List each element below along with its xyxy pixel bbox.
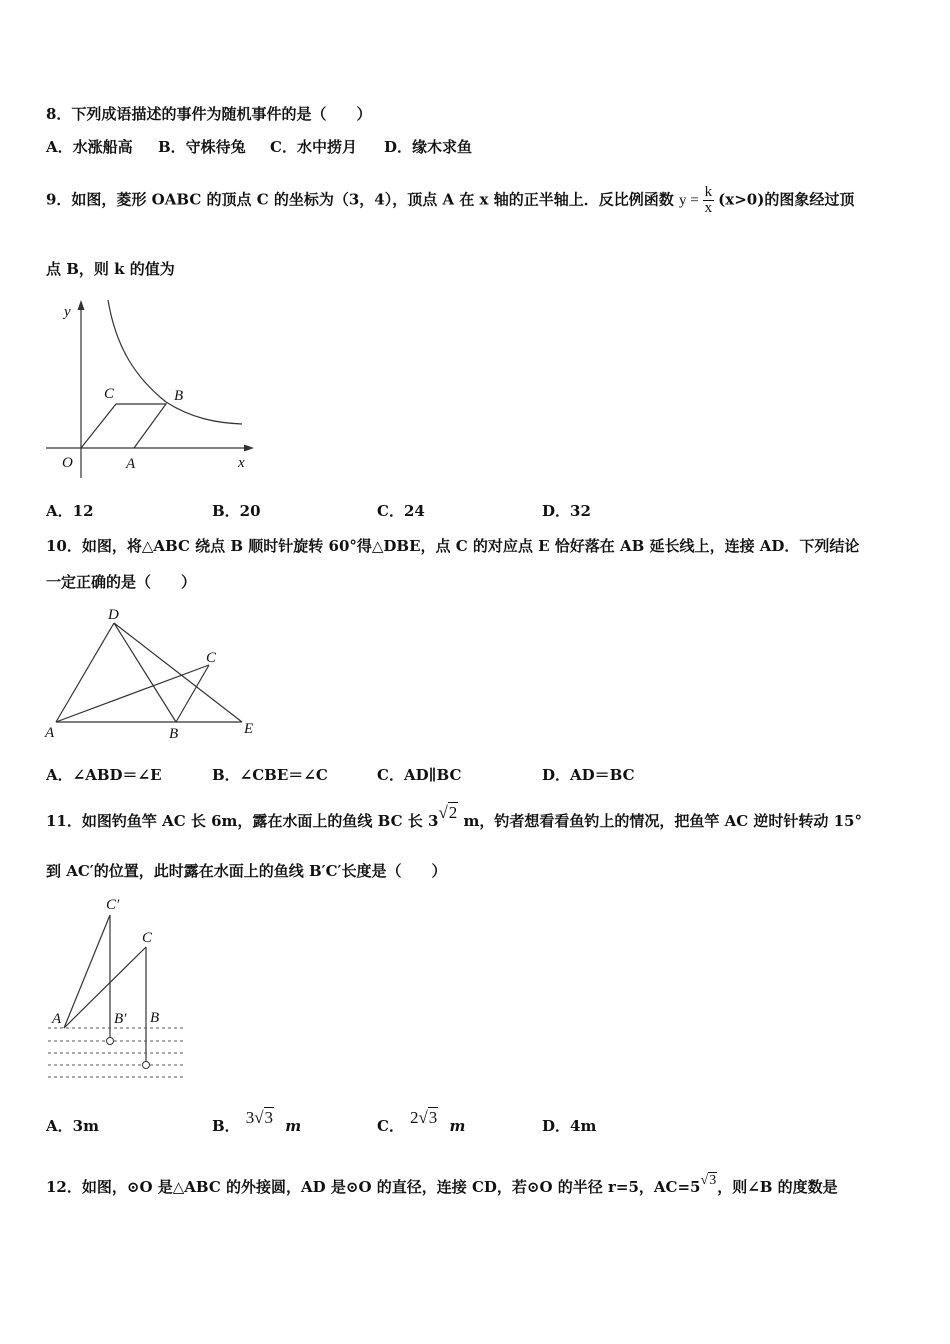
q9-frac-den: x — [704, 200, 713, 216]
q9-frac-num: k — [704, 184, 713, 200]
q9-stem-line1 — [46, 185, 854, 216]
q9-option-d: D．32 — [542, 502, 591, 520]
q9-stem-part2: (x>0)的图象经过顶 — [718, 190, 855, 209]
label-o: O — [62, 455, 73, 471]
label-e: E — [244, 721, 254, 737]
q11-option-a: A．3m — [46, 1117, 99, 1135]
label-a: A — [52, 1011, 62, 1027]
label-c: C — [142, 930, 153, 946]
q9-figure — [46, 298, 261, 478]
segment-cb — [176, 665, 209, 722]
label-c1: C′ — [106, 897, 120, 913]
x-axis-arrow-icon — [244, 445, 254, 452]
q9-option-c: C．24 — [377, 502, 425, 520]
q11-stem-part2: m，钓者想看看鱼钓上的情况，把鱼竿 AC 逆时针转动 15° — [458, 812, 862, 830]
label-b: B — [174, 388, 184, 404]
q11-option-d: D．4m — [542, 1117, 597, 1135]
q10-figure — [44, 605, 264, 745]
q10-option-c: C．AD∥BC — [377, 766, 462, 784]
rod-ac — [64, 947, 146, 1028]
label-x: x — [238, 455, 245, 471]
q8-option-d: D．缘木求鱼 — [384, 138, 473, 156]
q9-func-y: y = — [678, 192, 699, 209]
q8-option-b: B．守株待兔 — [158, 138, 246, 156]
label-b: B — [169, 726, 179, 742]
label-c: C — [206, 650, 217, 666]
water-lines — [48, 1028, 184, 1077]
hyperbola-curve — [108, 300, 242, 424]
q9-stem-line2: 点 B，则 k 的值为 — [46, 260, 175, 278]
q11-option-b: B． 3√3 m — [212, 1108, 302, 1135]
q9-stem-part1: 9．如图，菱形 OABC 的顶点 C 的坐标为（3，4），顶点 A 在 x 轴的正半轴上．反比例函数 — [46, 190, 674, 209]
label-a: A — [45, 725, 55, 741]
q12-stem-part1: 12．如图，⊙O 是△ABC 的外接圆，AD 是⊙O 的直径，连接 CD，若⊙O 的半径 r=5，AC=5 — [46, 1178, 701, 1196]
q11-stem-part1: 11．如图钓鱼竿 AC 长 6m，露在水面上的鱼线 BC 长 3 — [46, 812, 439, 830]
q9-option-b: B．20 — [212, 502, 261, 520]
y-axis-arrow-icon — [78, 300, 85, 310]
label-c: C — [104, 386, 115, 402]
q9-option-a: A．12 — [46, 502, 94, 520]
q11-option-c: C． 2√3 m — [377, 1108, 466, 1135]
rod-ac1 — [64, 915, 110, 1028]
segment-ac — [56, 665, 209, 722]
q10-option-b: B．∠CBE＝∠C — [212, 766, 328, 784]
q10-stem-line2: 一定正确的是（ ） — [46, 573, 197, 591]
q10-option-d: D．AD＝BC — [542, 766, 635, 784]
q8-option-a: A．水涨船高 — [46, 138, 133, 156]
q8-option-c: C．水中捞月 — [270, 138, 357, 156]
segment-ad — [56, 623, 114, 722]
segment-de — [114, 623, 242, 722]
q12-stem-part2: ，则∠B 的度数是 — [717, 1178, 838, 1196]
q11-stem-line2: 到 AC′的位置，此时露在水面上的鱼线 B′C′长度是（ ） — [46, 862, 447, 880]
q12-stem — [46, 1173, 838, 1197]
q11-stem-line1 — [46, 803, 862, 831]
q8-stem: 8．下列成语描述的事件为随机事件的是（ ） — [46, 105, 372, 123]
label-b1: B′ — [114, 1011, 127, 1027]
float-icon — [107, 1038, 114, 1045]
label-a: A — [126, 456, 136, 472]
float-icon — [143, 1062, 150, 1069]
label-b: B — [150, 1010, 160, 1026]
q11-sqrt: √2 — [438, 803, 458, 822]
q10-option-a: A．∠ABD＝∠E — [46, 766, 162, 784]
q9-fraction — [703, 185, 715, 216]
q12-sqrt: √3 — [700, 1173, 717, 1188]
q11-figure — [44, 895, 194, 1085]
segment-db — [114, 623, 176, 722]
rhombus-oabc — [81, 404, 166, 448]
label-y: y — [64, 304, 71, 320]
label-d: D — [108, 607, 119, 623]
q10-stem-line1: 10．如图，将△ABC 绕点 B 顺时针旋转 60°得△DBE，点 C 的对应点 E 恰好落在 AB 延长线上，连接 AD．下列结论 — [46, 537, 860, 555]
